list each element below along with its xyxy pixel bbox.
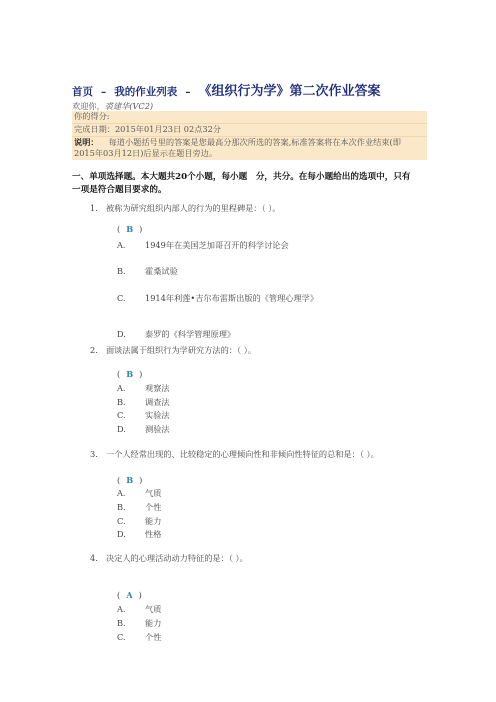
option-letter: A. [117, 383, 126, 393]
question-2-option-b [117, 397, 170, 408]
question-2-option-d [117, 424, 170, 435]
option-text: 1949年在美国芝加哥召开的科学讨论会 [145, 240, 289, 250]
answer-letter: B [126, 224, 134, 234]
welcome-prefix: 欢迎你， [72, 101, 105, 111]
breadcrumb-separator: – [101, 86, 107, 98]
option-text: 个性 [145, 632, 162, 642]
answer-letter: B [126, 369, 134, 379]
option-text: 气质 [145, 488, 162, 498]
option-text: 泰罗的《科学管理原理》 [145, 329, 236, 339]
option-letter: B. [117, 397, 126, 407]
question-4-option-b [117, 618, 161, 629]
user-name: 裘建华(VC2) [104, 101, 154, 111]
option-letter: A. [117, 488, 126, 498]
question-4-option-a [117, 604, 161, 615]
question-3-option-a [117, 488, 161, 499]
nav-homework-list-link[interactable]: 我的作业列表 [114, 86, 178, 98]
option-text: 气质 [145, 604, 162, 614]
option-letter: A. [117, 604, 126, 614]
option-text: 霍桑试验 [145, 266, 178, 276]
option-text: 个性 [145, 502, 162, 512]
option-letter: D. [117, 329, 126, 339]
completed-date-text: 完成日期：2015年01月23日 02点32分 [74, 123, 221, 134]
question-3-option-d [117, 529, 161, 540]
question-4-answer: ( A ) [117, 590, 142, 600]
score-label: 你的得分: [74, 111, 110, 121]
question-4-option-c [117, 632, 161, 643]
note-row-2 [72, 148, 427, 160]
option-letter: C. [117, 632, 126, 642]
option-text: 实验法 [145, 410, 170, 420]
answer-letter: B [126, 475, 134, 485]
option-text: 观察法 [145, 383, 170, 393]
question-3-text: 3. 一个人经常出现的、比较稳定的心理倾向性和非倾向性特征的总和是：（ ）。 [90, 449, 379, 459]
option-letter: B. [117, 266, 126, 276]
question-3-option-b [117, 502, 161, 513]
section-heading [72, 171, 432, 197]
option-letter: B. [117, 502, 126, 512]
answer-letter: A [126, 590, 133, 600]
option-text: 性格 [145, 529, 162, 539]
question-2-option-a [117, 383, 170, 394]
option-letter: D. [117, 424, 126, 434]
option-text: 能力 [145, 618, 162, 628]
note-text-line1: 每道小题括号里的答案是您最高分那次所选的答案,标准答案将在本次作业结束(即 [108, 136, 401, 147]
option-text: 1914年利莲•吉尔布雷斯出版的《管理心理学》 [145, 293, 319, 303]
score-row [72, 111, 427, 123]
question-2-text: 2. 面谈法属于组织行为学研究方法的：（ ）。 [90, 345, 256, 355]
question-2-option-c [117, 410, 170, 421]
breadcrumb [72, 80, 381, 99]
section-heading-line1: 一、单项选择题。本大题共20个小题，每小题 分，共分。在每小题给出的选项中，只有 [72, 172, 411, 182]
option-letter: B. [117, 618, 126, 628]
option-letter: A. [117, 240, 126, 250]
option-text: 能力 [145, 516, 162, 526]
question-2-answer: ( B ) [117, 369, 143, 379]
question-3-option-c [117, 516, 161, 527]
nav-home-link[interactable]: 首页 [72, 86, 93, 98]
option-letter: C. [117, 410, 126, 420]
question-1-answer: ( B ) [117, 224, 143, 234]
question-3-answer: ( B ) [117, 475, 143, 485]
option-letter: D. [117, 529, 126, 539]
section-heading-line2: 一项是符合题目要求的。 [72, 185, 167, 195]
note-text-line2: 2015年03月12日)后显示在题目旁边。 [74, 148, 218, 159]
completed-date [72, 123, 427, 136]
question-1-option-a [117, 240, 289, 251]
option-text: 测验法 [145, 424, 170, 434]
question-1-text: 1. 被称为研究组织内部人的行为的里程碑是：（ ）。 [90, 203, 281, 213]
question-1-option-c [117, 293, 318, 304]
option-text: 调查法 [145, 397, 170, 407]
breadcrumb-separator: – [185, 86, 191, 98]
option-letter: C. [117, 293, 126, 303]
page-title: 《组织行为学》第二次作业答案 [198, 84, 381, 99]
option-letter: C. [117, 516, 126, 526]
question-1-option-b [117, 266, 178, 277]
question-1-option-d [117, 329, 235, 340]
question-4-text: 4. 决定人的心理活动动力特征的是：（ ）。 [90, 553, 248, 563]
note-label: 说明： [74, 136, 99, 147]
note-row [72, 136, 427, 149]
info-box [72, 111, 427, 160]
